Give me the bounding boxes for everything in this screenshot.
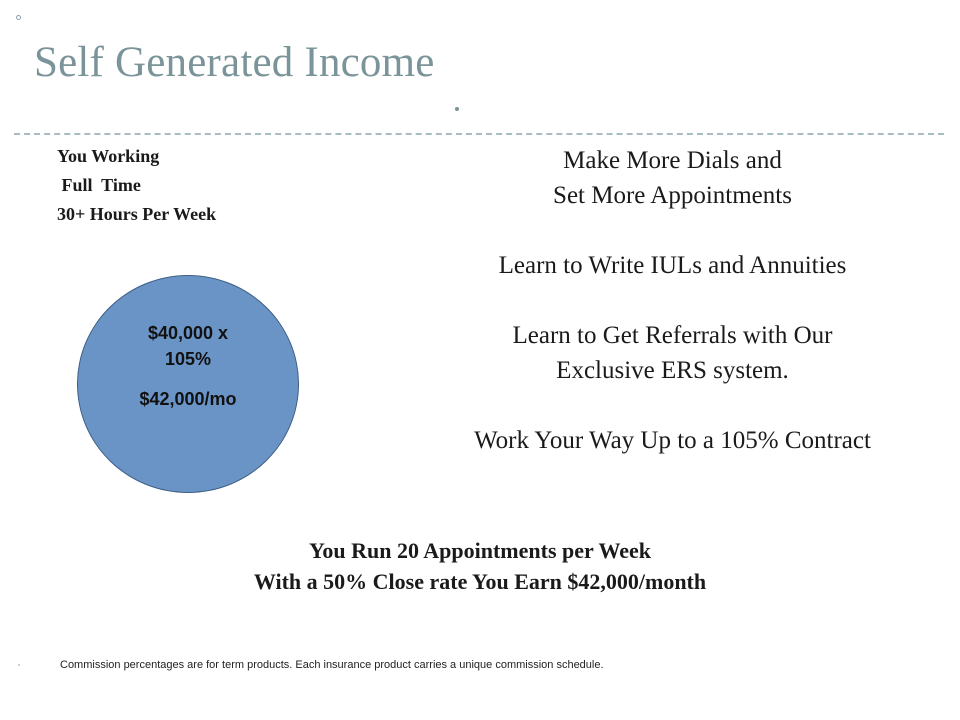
action-steps-text — [400, 143, 945, 458]
action-step-3-line-1: Learn to Get Referrals with Our — [512, 322, 833, 349]
dashed-divider — [14, 133, 944, 135]
work-schedule-line-3: 30+ Hours Per Week — [57, 204, 217, 224]
commission-footnote: Commission percentages are for term products. Each insurance product carries a unique commission schedule. — [60, 659, 604, 671]
income-circle-line-3: $42,000/mo — [139, 389, 237, 409]
work-schedule-text — [57, 142, 216, 229]
corner-bullet-decoration — [16, 15, 21, 20]
action-step-4: Work Your Way Up to a 105% Contract — [474, 427, 871, 454]
action-step-1-line-1: Make More Dials and — [563, 147, 782, 174]
action-step-2: Learn to Write IULs and Annuities — [498, 252, 847, 279]
work-schedule-line-1: You Working — [57, 146, 160, 166]
earnings-summary-line-1: You Run 20 Appointments per Week — [308, 538, 652, 563]
action-step-3-line-2: Exclusive ERS system. — [556, 357, 789, 384]
earnings-summary — [0, 535, 960, 597]
slide-title: Self Generated Income — [34, 39, 435, 86]
action-step-1-line-2: Set More Appointments — [553, 182, 792, 209]
income-circle-line-1: $40,000 x — [147, 323, 229, 343]
work-schedule-line-2: Full Time — [57, 175, 141, 195]
title-dot-decoration — [455, 107, 459, 111]
footnote-dot-decoration — [18, 664, 20, 666]
income-circle-text — [77, 320, 299, 412]
earnings-summary-line-2: With a 50% Close rate You Earn $42,000/month — [253, 569, 707, 594]
income-circle-line-2: 105% — [164, 349, 212, 369]
